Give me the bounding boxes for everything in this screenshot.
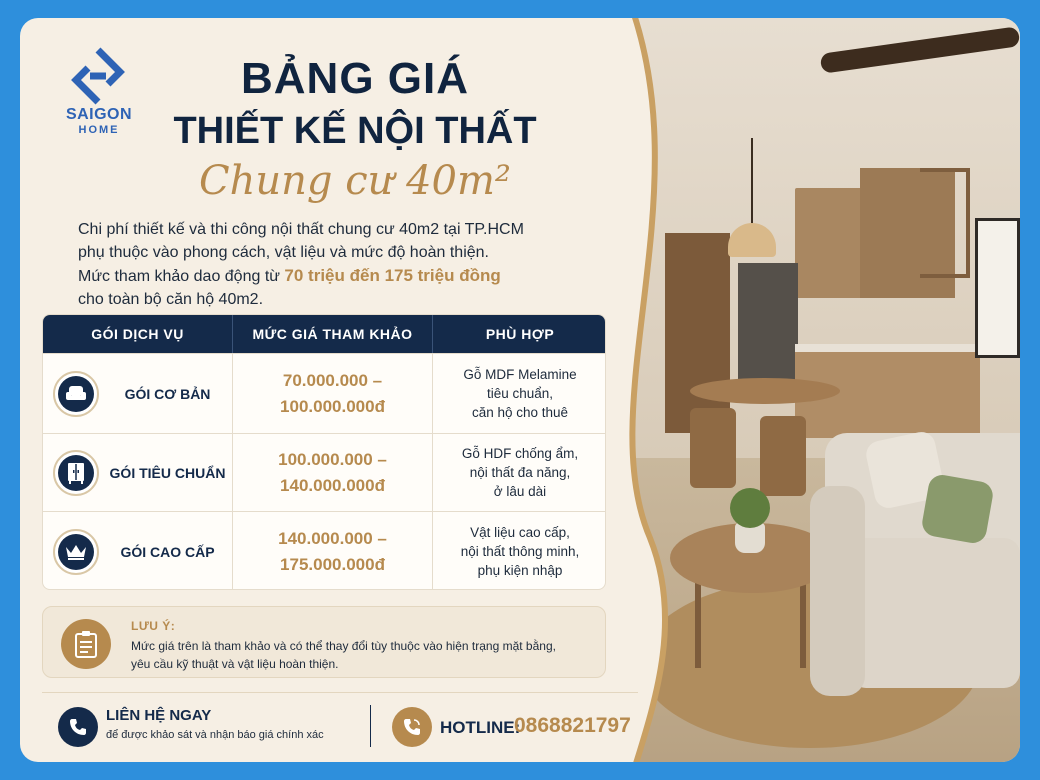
phone-ringing-icon [402,717,422,737]
contact-footer [42,692,638,750]
package-cell [43,434,233,511]
note-text [131,637,601,673]
lamp-cord [751,138,753,228]
sofa-arm [810,486,865,696]
sofa-seat [850,538,1020,688]
suitable-line: tiêu chuẩn, [486,386,554,401]
package-icon-frame [53,450,99,496]
hotline-number[interactable]: 0868821797 [514,714,631,737]
sofa-pillow-green [920,473,995,545]
table-row [43,353,606,433]
suitable-line: Vật liệu cao cấp, [470,525,570,540]
contact-phone-button[interactable] [58,707,98,747]
clipboard-icon [74,630,98,658]
logo-mark-icon [68,46,128,106]
suitable-line: nội thất đa năng, [469,465,571,480]
price-range-highlight: 70 triệu đến 175 triệu đồng [284,266,501,285]
contact-cta[interactable]: LIÊN HỆ NGAY [106,707,212,724]
note-line: Mức giá trên là tham khảo và có thể thay đổi tùy thuộc vào hiện trạng mặt bằng, [131,639,556,653]
package-cell [43,512,233,590]
price-table [42,314,606,590]
price-cell [233,434,433,511]
title-price-list: BẢNG GIÁ [241,54,469,103]
package-icon-frame [53,529,99,575]
intro-line-4: cho toàn bộ căn hộ 40m2. [78,291,264,308]
note-box [42,606,606,678]
note-icon-bg [61,619,111,669]
wall-shelf [920,168,970,278]
note-line: yêu cầu kỹ thuật và vật liệu hoàn thiện. [131,657,339,671]
intro-line-3 [78,264,578,288]
wardrobe-icon [66,462,86,484]
wall-picture [975,218,1020,358]
price-from: 70.000.000 – [282,370,383,390]
intro-line-3-prefix: Mức tham khảo dao động từ [78,268,285,285]
phone-icon [68,717,88,737]
header-suitable: PHÙ HỢP [485,326,555,342]
package-name: GÓI CAO CẤP [120,543,215,560]
hotline-label: HOTLINE: [440,718,521,737]
dining-chair [760,416,806,496]
price-to: 100.000.000đ [280,396,385,416]
suitable-cell [433,512,606,590]
price-cell [233,512,433,590]
suitable-line: Gỗ MDF Melamine [463,367,577,382]
suitable-cell [433,354,606,433]
plant [730,488,770,528]
logo-text-home: HOME [78,124,120,136]
price-to: 140.000.000đ [280,475,385,495]
counter-top [795,344,980,352]
suitable-line: Gỗ HDF chống ẩm, [461,446,579,461]
brand-logo [54,40,154,150]
title-interior-design: THIẾT KẾ NỘI THẤT [173,110,537,152]
logo-text-saigon: SAIGON [65,106,133,123]
package-icon-frame [53,371,99,417]
suitable-cell [433,434,606,511]
note-title: LƯU Ý: [131,619,176,633]
suitable-line: phụ kiện nhập [477,563,563,578]
contact-cta-sub: để được khảo sát và nhận báo giá chính xác [106,729,324,741]
crown-icon [65,543,87,561]
intro-line-2: phụ thuộc vào phong cách, vật liệu và mức độ hoàn thiện. [78,244,489,261]
table-header [43,315,606,353]
table-row [43,433,606,511]
header-price: MỨC GIÁ THAM KHẢO [233,315,433,353]
package-icon-bg [58,376,94,412]
footer-divider [370,705,371,747]
package-icon-bg [58,455,94,491]
suitable-line: nội thất thông minh, [460,544,580,559]
hotline-call-button[interactable] [392,707,432,747]
table-row [43,511,606,590]
suitable-line: căn hộ cho thuê [471,405,569,420]
package-name: GÓI TIÊU CHUẨN [109,464,226,481]
title-apartment-size: Chung cư 40m² [199,158,511,204]
header-package: GÓI DỊCH VỤ [43,315,233,353]
armchair-icon [65,384,87,404]
price-cell [233,354,433,433]
intro-paragraph [78,218,578,311]
package-icon-bg [58,534,94,570]
package-cell [43,354,233,433]
fridge [738,263,798,393]
suitable-line: ở lâu dài [493,484,547,499]
price-poster [20,18,1020,762]
price-to: 175.000.000đ [280,554,385,574]
package-name: GÓI CƠ BẢN [124,385,211,402]
coffee-table-leg [800,578,806,668]
price-from: 140.000.000 – [278,528,387,548]
intro-line-1: Chi phí thiết kế và thi công nội thất chung cư 40m2 tại TP.HCM [78,221,524,238]
price-from: 100.000.000 – [278,449,387,469]
